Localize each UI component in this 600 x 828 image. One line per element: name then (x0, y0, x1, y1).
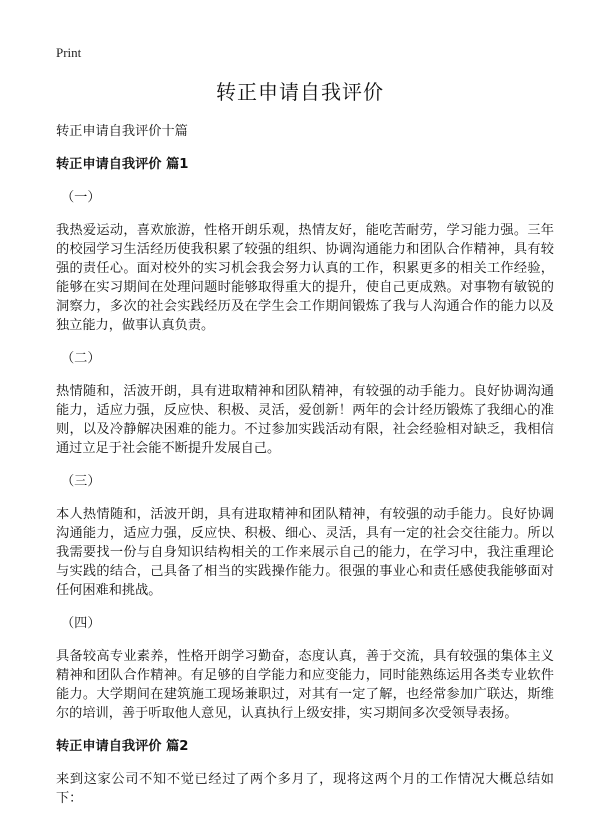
part-label-1: （一） (61, 190, 101, 205)
paragraph-1: 我热爱运动，喜欢旅游，性格开朗乐观，热情友好，能吃苦耐劳，学习能力强。三年的校园学习生活经历使我积累了较强的组织、协调沟通能力和团队合作精神，具有较强的责任心。面对校外的实习机会我会努力认真的工作，积累更多的相关工作经验，能够在实习期间在处理问题时能够取得重大的提升，使自己更成熟。对事物有敏锐的洞察力，多次的社会实践经历及在学生会工作期间锻炼了我与人沟通合作的能力以及独立能力，做事认真负责。 (56, 223, 554, 333)
part-label-4: （四） (61, 616, 101, 631)
paragraph-3: 本人热情随和，活波开朗，具有进取精神和团队精神，有较强的动手能力。良好协调沟通能力，适应力强，反应快、积极、细心、灵活，具有一定的社会交往能力。所以我需要找一份与自身知识结构相关的工作来展示自己的能力，在学习中，我注重理论与实践的结合，己具备了相当的实践操作能力。很强的事业心和责任感使我能够面对任何困难和挑战。 (56, 507, 554, 598)
document-subtitle: 转正申请自我评价十篇 (56, 124, 188, 139)
part-label-2: （二） (61, 351, 101, 366)
section-heading-1-text: 转正申请自我评价 (56, 157, 167, 172)
section-heading-2-number: 篇2 (166, 739, 189, 754)
section-heading-1-number: 篇1 (166, 157, 189, 172)
paragraph-5: 来到这家公司不知不觉已经过了两个多月了，现将这两个月的工作情况大概总结如下： (56, 772, 554, 806)
paragraph-4: 具备较高专业素养，性格开朗学习勤奋，态度认真，善于交流，具有较强的集体主义精神和团队合作精神。有足够的自学能力和应变能力，同时能熟练运用各类专业软件能力。大学期间在建筑施工现场兼职过，对其有一定了解，也经常参加广联达，斯维尔的培训，善于听取他人意见，认真执行上级安排，实习期间多次受领导表扬。 (56, 649, 554, 721)
part-label-3: （三） (61, 474, 101, 489)
section-heading-2 (56, 737, 554, 756)
print-link[interactable]: Print (56, 45, 82, 60)
section-heading-2-text: 转正申请自我评价 (56, 739, 167, 754)
document-body (56, 122, 554, 822)
page-title: 转正申请自我评价 (216, 80, 384, 104)
section-heading-1 (56, 155, 554, 174)
paragraph-2: 热情随和，活波开朗，具有进取精神和团队精神，有较强的动手能力。良好协调沟通能力，适应力强，反应快、积极、灵活，爱创新！两年的会计经历锻炼了我细心的准则，以及冷静解决困难的能力。不过参加实践活动有限，社会经验相对缺乏，我相信通过立足于社会能不断提升发展自己。 (56, 384, 554, 456)
